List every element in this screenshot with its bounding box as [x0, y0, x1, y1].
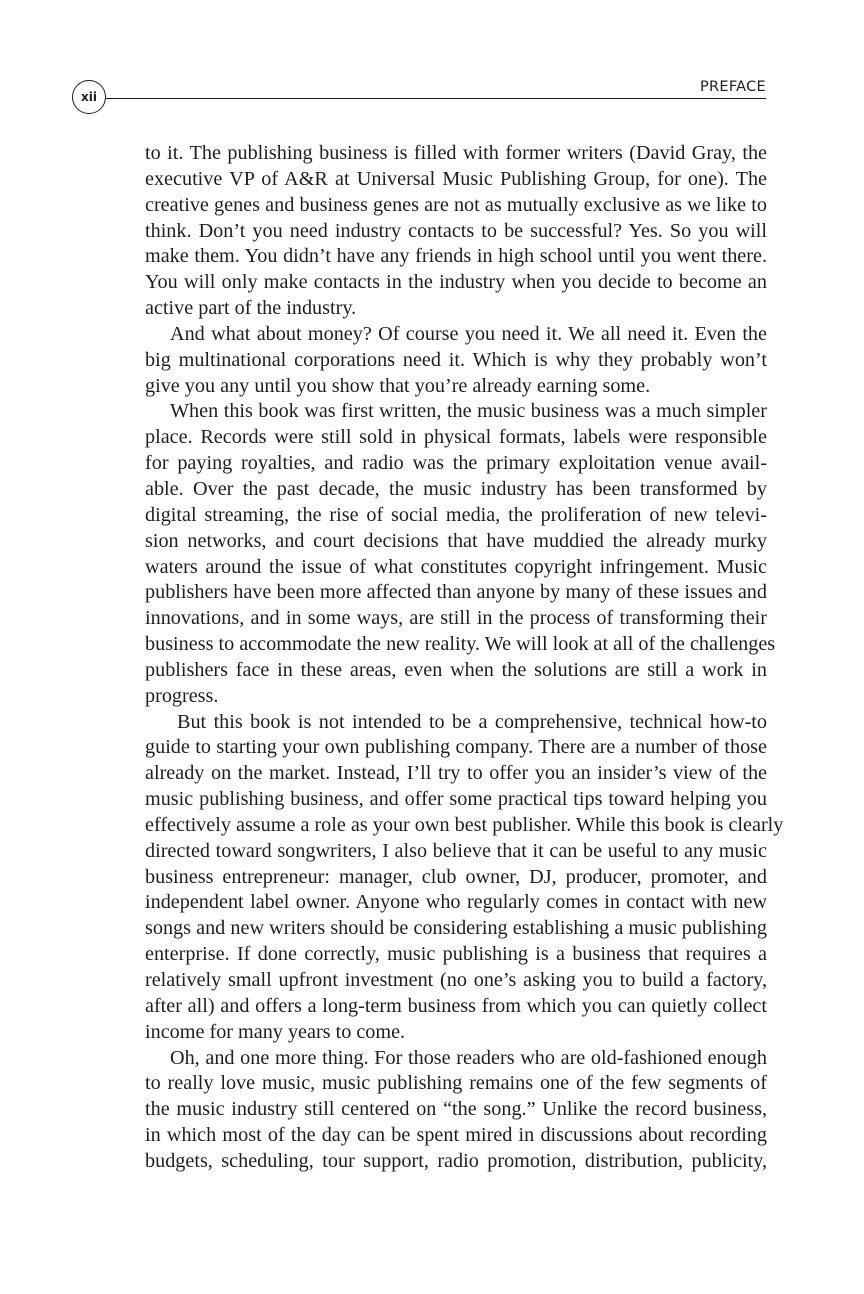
text-line: able. Over the past decade, the music industry has been transformed by [145, 477, 767, 500]
running-head: PREFACE [699, 79, 766, 95]
text-line: in which most of the day can be spent mired in discussions about recording [145, 1124, 767, 1147]
text-line: relatively small upfront investment (no one’s asking you to build a factory, [145, 969, 767, 991]
text-line: effectively assume a role as your own best publisher. While this book is clearly [145, 813, 784, 836]
text-line: business to accommodate the new reality. We will look at all of the challenges [145, 633, 776, 656]
text-line: progress. [145, 684, 219, 707]
text-line: When this book was first written, the music business was a much simpler [170, 400, 767, 423]
body-text [145, 141, 784, 1175]
page-number: xii [72, 80, 106, 114]
paragraph [145, 399, 776, 709]
text-line: sion networks, and court decisions that have muddied the already murky [145, 529, 767, 552]
header-rule [106, 98, 766, 99]
text-line: innovations, and in some ways, are still in the process of transforming their [145, 607, 767, 630]
text-line: waters around the issue of what constitutes copyright infringement. Music [145, 555, 767, 578]
text-line: You will only make contacts in the industry when you decide to become an [145, 271, 767, 294]
text-line: active part of the industry. [145, 297, 357, 320]
text-line: publishers face in these areas, even when the solutions are still a work in [145, 658, 767, 681]
text-line: the music industry still centered on “the song.” Unlike the record business, [145, 1098, 767, 1121]
text-line: business entrepreneur: manager, club owner, DJ, producer, promoter, and [145, 865, 767, 888]
paragraph [145, 1046, 767, 1175]
text-line: for paying royalties, and radio was the primary exploitation venue avail- [145, 452, 767, 475]
text-line: guide to starting your own publishing company. There are a number of those [145, 736, 767, 759]
text-line: to really love music, music publishing remains one of the few segments of [145, 1072, 767, 1095]
text-line: directed toward songwriters, I also believe that it can be useful to any music [145, 839, 767, 862]
text-line: already on the market. Instead, I’ll try to offer you an insider’s view of the [145, 762, 767, 785]
text-line: Oh, and one more thing. For those readers who are old-fashioned enough [170, 1046, 767, 1069]
text-line: And what about money? Of course you need it. We all need it. Even the [170, 322, 767, 345]
text-line: music publishing business, and offer some practical tips toward helping you [145, 788, 767, 811]
paragraph [145, 710, 784, 1046]
text-line: place. Records were still sold in physical formats, labels were responsible [145, 426, 767, 449]
text-line: creative genes and business genes are not as mutually exclusive as we like to [145, 193, 767, 216]
text-line: executive VP of A&R at Universal Music Publishing Group, for one). The [145, 167, 767, 190]
text-line: make them. You didn’t have any friends in high school until you went there. [145, 245, 767, 268]
text-line: digital streaming, the rise of social media, the proliferation of new televi- [145, 503, 767, 526]
text-line: budgets, scheduling, tour support, radio promotion, distribution, publicity, [145, 1149, 767, 1172]
text-line: after all) and offers a long-term business from which you can quietly collect [145, 994, 767, 1017]
text-line: publishers have been more affected than anyone by many of these issues and [145, 581, 767, 604]
paragraph [145, 141, 767, 322]
text-line: big multinational corporations need it. Which is why they probably won’t [145, 348, 767, 371]
text-line: enterprise. If done correctly, music publishing is a business that requires a [145, 943, 767, 966]
page-header [72, 78, 766, 118]
text-line: But this book is not intended to be a comprehensive, technical how-to [177, 710, 767, 733]
text-line: income for many years to come. [145, 1020, 406, 1043]
text-line: give you any until you show that you’re already earning some. [145, 374, 651, 397]
text-line: independent label owner. Anyone who regularly comes in contact with new [145, 891, 767, 914]
text-line: think. Don’t you need industry contacts to be successful? Yes. So you will [145, 219, 767, 242]
text-line: songs and new writers should be considering establishing a music publishing [145, 917, 767, 940]
paragraph [145, 322, 767, 400]
text-line: to it. The publishing business is filled with former writers (David Gray, the [145, 142, 767, 164]
